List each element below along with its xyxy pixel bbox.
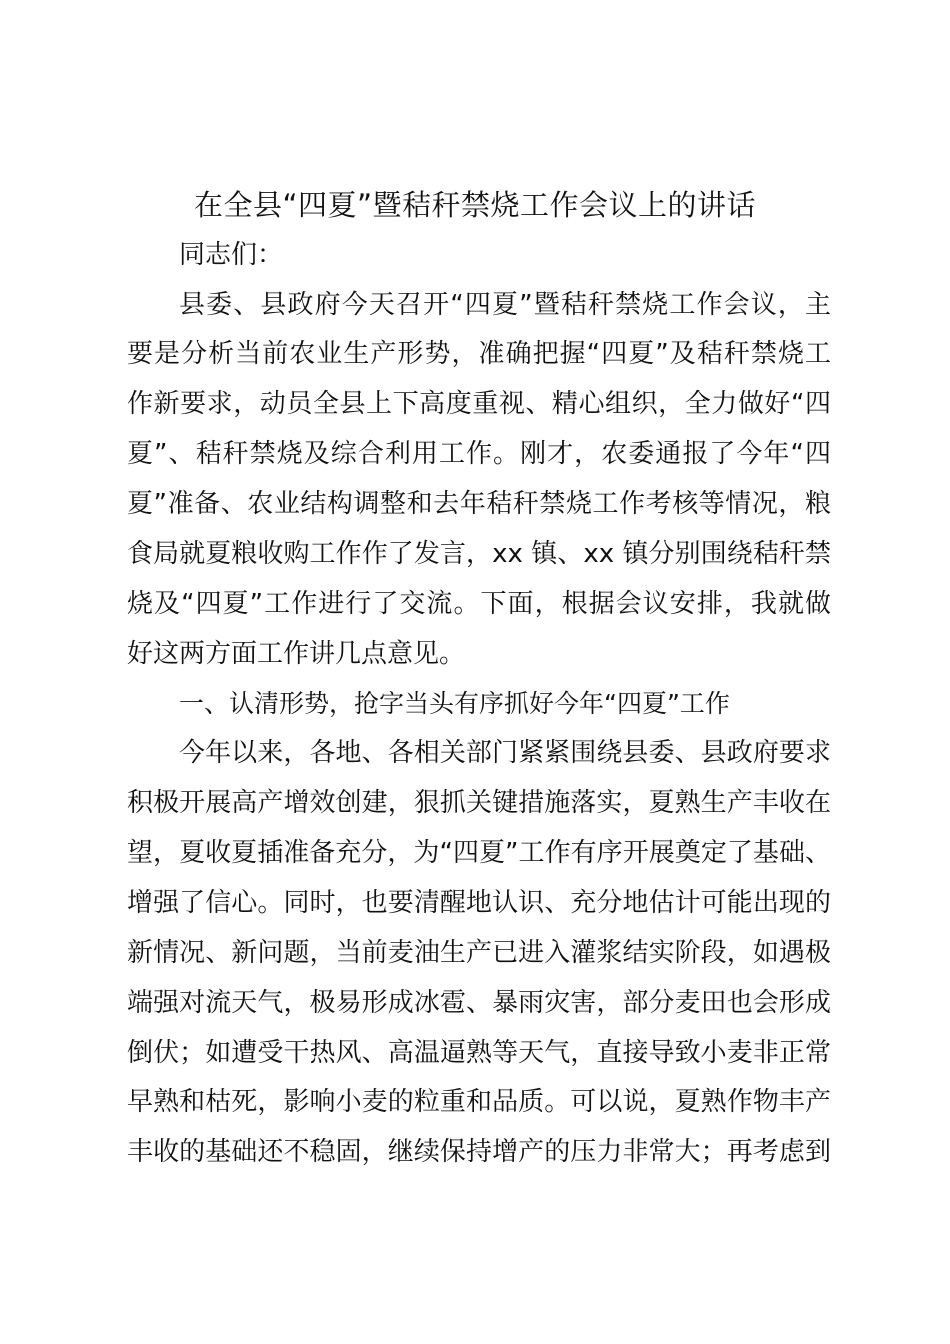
- paragraph-line: 作新要求，动员全县上下高度重视、精心组织，全力做好“四: [127, 389, 831, 419]
- paragraph-line: 积极开展高产增效创建，狠抓关键措施落实，夏熟生产丰收在: [127, 788, 831, 818]
- paragraph-line: 今年以来，各地、各相关部门紧紧围绕县委、县政府要求: [179, 738, 831, 768]
- paragraph-line: 烧及“四夏”工作进行了交流。下面，根据会议安排，我就做: [127, 589, 831, 619]
- paragraph-line: 早熟和枯死，影响小麦的粒重和品质。可以说，夏熟作物丰产: [127, 1087, 831, 1117]
- paragraph-line: 增强了信心。同时，也要清醒地认识、充分地估计可能出现的: [127, 888, 831, 918]
- paragraph-line: 新情况、新问题，当前麦油生产已进入灌浆结实阶段，如遇极: [127, 938, 831, 968]
- paragraph-line: 望，夏收夏插准备充分，为“四夏”工作有序开展奠定了基础、: [127, 838, 831, 868]
- section-heading: 一、认清形势，抢字当头有序抓好今年“四夏”工作: [179, 689, 730, 718]
- paragraph-line: 夏”、秸秆禁烧及综合利用工作。刚才，农委通报了今年“四: [127, 439, 831, 469]
- paragraph-line: 食局就夏粮收购工作作了发言，xx 镇、xx 镇分别围绕秸秆禁: [127, 539, 831, 569]
- paragraph-line: 倒伏；如遭受干热风、高温逼熟等天气，直接导致小麦非正常: [127, 1038, 831, 1068]
- paragraph-line: 县委、县政府今天召开“四夏”暨秸秆禁烧工作会议，主: [179, 290, 831, 320]
- paragraph-line: 丰收的基础还不稳固，继续保持增产的压力非常大；再考虑到: [127, 1137, 831, 1167]
- paragraph-line: 端强对流天气，极易形成冰雹、暴雨灾害，部分麦田也会形成: [127, 988, 831, 1018]
- paragraph-line: 要是分析当前农业生产形势，准确把握“四夏”及秸秆禁烧工: [127, 339, 831, 369]
- paragraph-line: 好这两方面工作讲几点意见。: [127, 639, 466, 669]
- document-title: 在全县“四夏”暨秸秆禁烧工作会议上的讲话: [193, 188, 757, 222]
- paragraph-line: 夏”准备、农业结构调整和去年秸秆禁烧工作考核等情况，粮: [127, 489, 831, 519]
- salutation: 同志们：: [179, 240, 284, 270]
